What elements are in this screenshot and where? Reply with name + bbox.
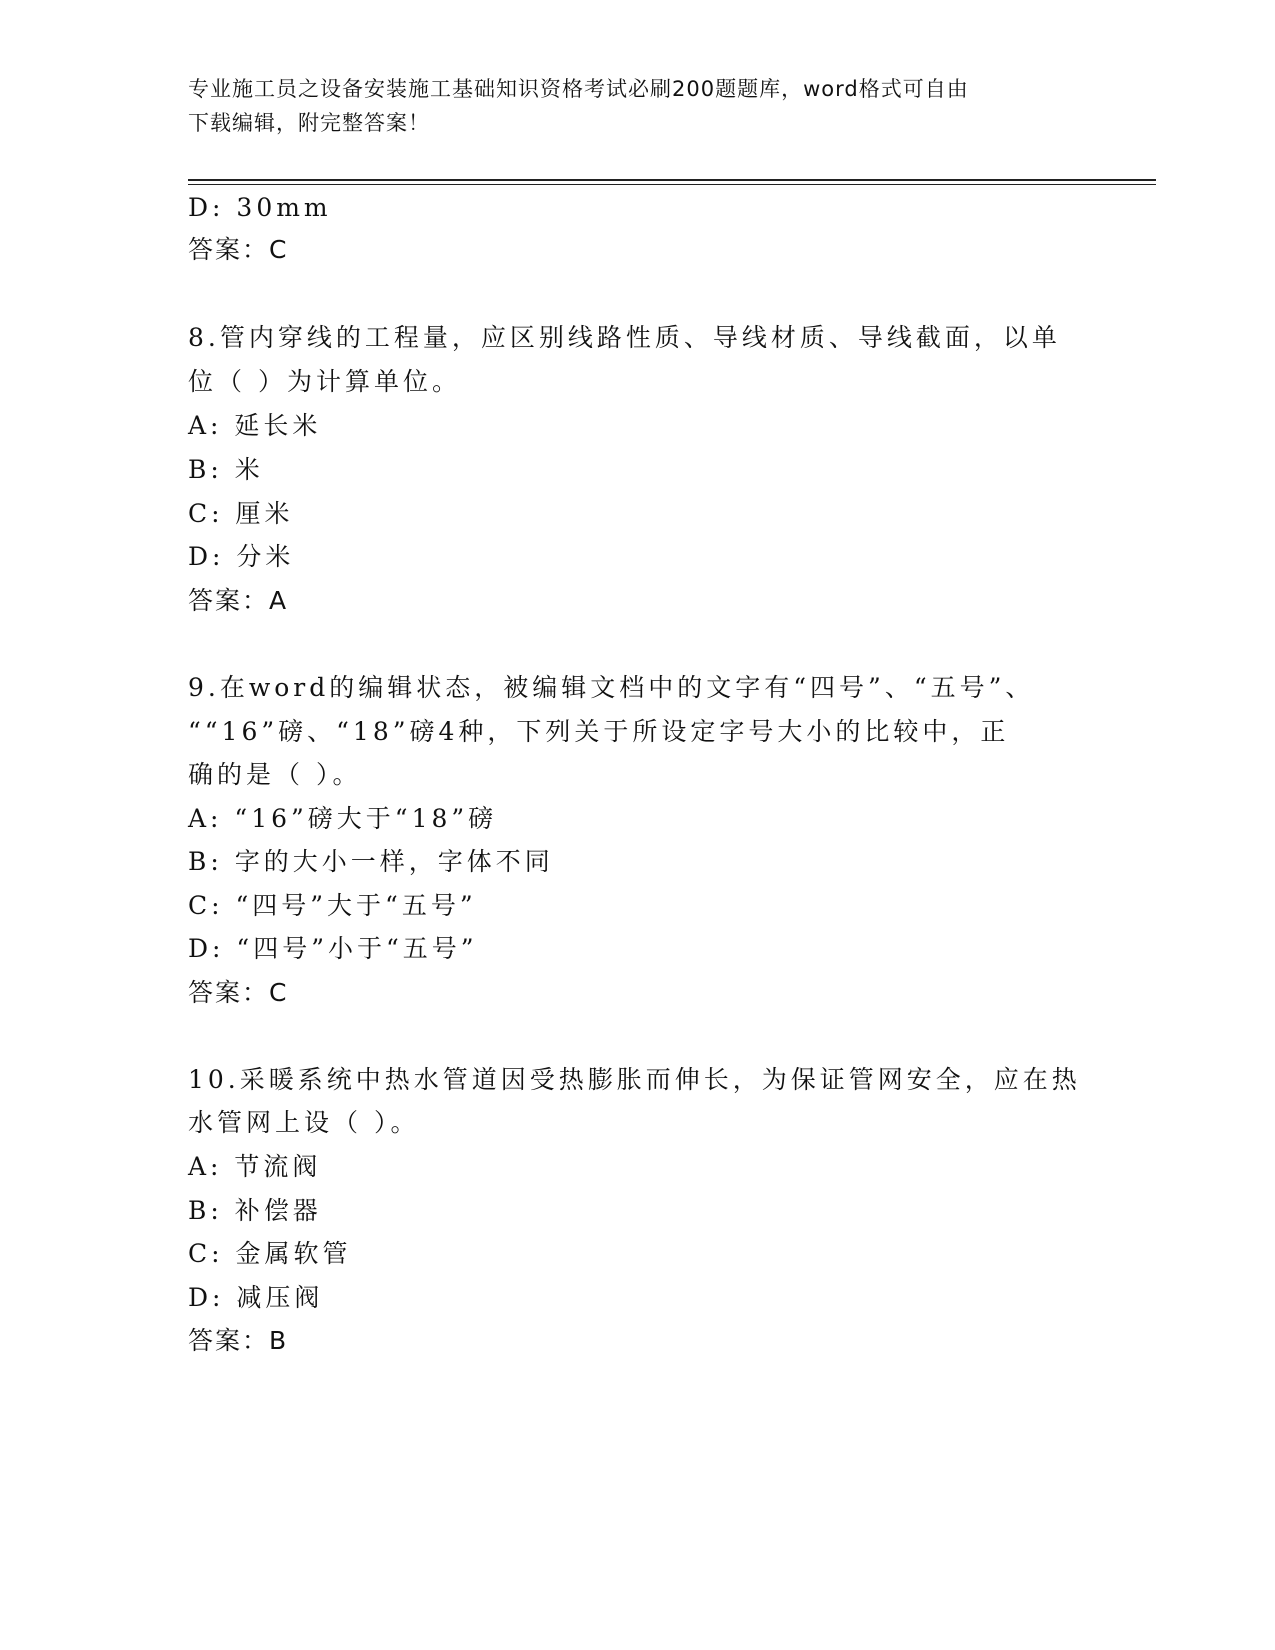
q9-option-c: C: “四号”大于“五号” [188, 891, 477, 920]
q8-answer: 答案：A [188, 586, 289, 615]
q10-stem-line-2: 水管网上设（ ）。 [188, 1108, 420, 1137]
q10-answer: 答案：B [188, 1326, 289, 1355]
q8-stem-line-2: 位（ ）为计算单位。 [188, 367, 461, 396]
q8-option-a: A: 延长米 [188, 411, 322, 440]
q10-option-d: D: 减压阀 [188, 1283, 324, 1312]
q8-stem-line-1: 8.管内穿线的工程量，应区别线路性质、导线材质、导线截面，以单 [188, 323, 1061, 352]
q8-option-d: D: 分米 [188, 542, 295, 571]
header-divider-thick [188, 179, 1156, 181]
q9-option-a: A: “16”磅大于“18”磅 [188, 804, 498, 833]
q9-stem-line-1: 9.在word的编辑状态，被编辑文档中的文字有“四号”、“五号”、 [188, 673, 1035, 702]
header-divider-thin [188, 184, 1156, 185]
q10-option-a: A: 节流阀 [188, 1152, 322, 1181]
prev-option-d: D: 30mm [188, 193, 332, 222]
q9-answer: 答案：C [188, 978, 289, 1007]
q8-option-c: C: 厘米 [188, 499, 294, 528]
q10-stem-line-1: 10.采暖系统中热水管道因受热膨胀而伸长，为保证管网安全，应在热 [188, 1065, 1081, 1094]
header-title-line-2: 下载编辑，附完整答案！ [188, 111, 430, 135]
q9-option-b: B: 字的大小一样，字体不同 [188, 847, 554, 876]
document-header [188, 72, 1088, 140]
q9-option-d: D: “四号”小于“五号” [188, 934, 478, 963]
prev-answer: 答案：C [188, 235, 289, 264]
q9-stem-line-2: ““16”磅、“18”磅4种，下列关于所设定字号大小的比较中，正 [188, 717, 1010, 746]
q9-stem-line-3: 确的是（ ）。 [188, 760, 362, 789]
header-title-line-1: 专业施工员之设备安装施工基础知识资格考试必刷200题题库，word格式可自由 [188, 77, 969, 101]
q10-option-b: B: 补偿器 [188, 1196, 322, 1225]
q10-option-c: C: 金属软管 [188, 1239, 352, 1268]
q8-option-b: B: 米 [188, 455, 264, 484]
